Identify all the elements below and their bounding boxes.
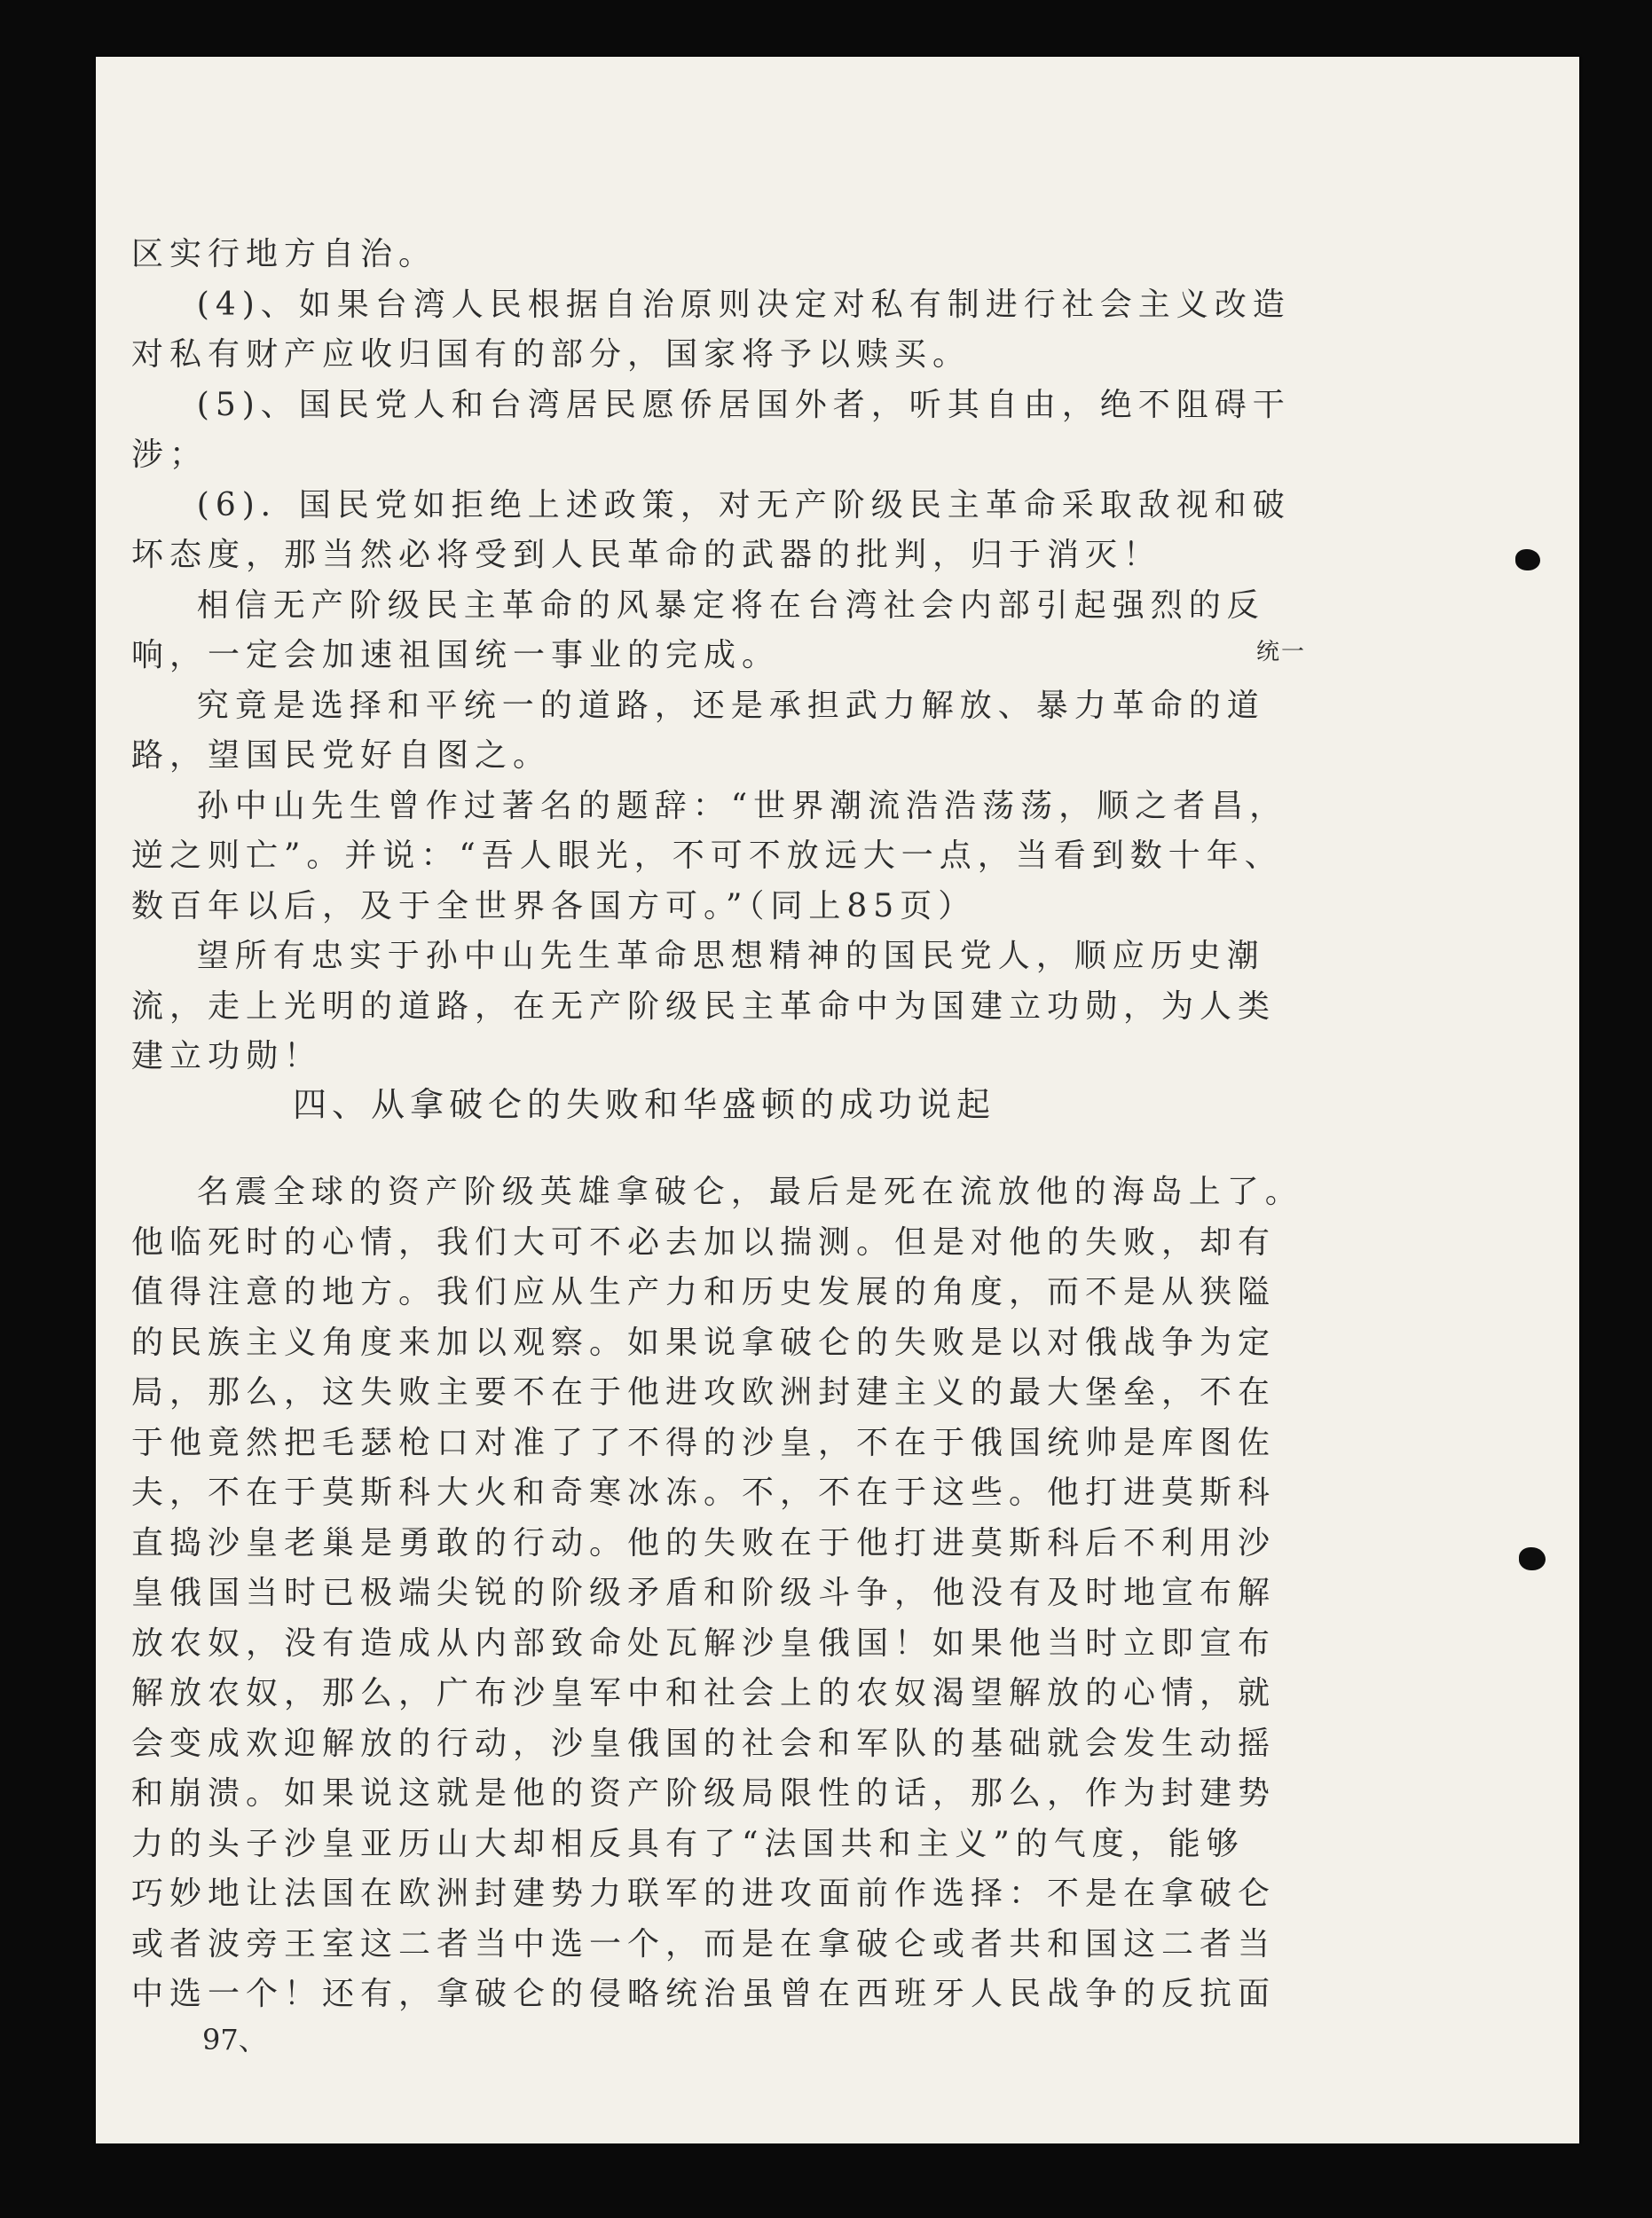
text-line: 望所有忠实于孙中山先生革命思想精神的国民党人，顺应历史潮	[131, 938, 1265, 974]
text-line: 力的头子沙皇亚历山大却相反具有了“法国共和主义”的气度，能够	[131, 1825, 1245, 1862]
punch-hole-top	[1515, 549, 1540, 570]
text-line: 或者波旁王室这二者当中选一个，而是在拿破仑或者共和国这二者当	[131, 1925, 1277, 1962]
text-line: 名震全球的资产阶级英雄拿破仑，最后是死在流放他的海岛上了。	[131, 1174, 1303, 1210]
text-line: 孙中山先生曾作过著名的题辞：“世界潮流浩浩荡荡，顺之者昌，	[131, 787, 1288, 824]
text-line: (4)、如果台湾人民根据自治原则决定对私有制进行社会主义改造	[131, 286, 1291, 323]
text-line: 响，一定会加速祖国统一事业的完成。	[131, 637, 781, 673]
text-line: (6)．国民党如拒绝上述政策，对无产阶级民主革命采取敌视和破	[131, 486, 1291, 523]
text-line: 流，走上光明的道路，在无产阶级民主革命中为国建立功勋，为人类	[131, 987, 1277, 1025]
text-line: (5)、国民党人和台湾居民愿侨居国外者，听其自由，绝不阻碍干	[131, 386, 1291, 423]
text-line: 和崩溃。如果说这就是他的资产阶级局限性的话，那么，作为封建势	[131, 1775, 1277, 1812]
text-line: 直捣沙皇老巢是勇敢的行动。他的失败在于他打进莫斯科后不利用沙	[131, 1524, 1277, 1561]
text-line: 数百年以后，及于全世界各国方可。”（同上85页）	[131, 887, 977, 924]
punch-hole-bottom	[1519, 1547, 1546, 1570]
text-line: 区实行地方自治。	[131, 236, 437, 272]
text-line: 巧妙地让法国在欧洲封建势力联军的进攻面前作选择：不是在拿破仑	[131, 1876, 1277, 1912]
text-line: 皇俄国当时已极端尖锐的阶级矛盾和阶级斗争，他没有及时地宣布解	[131, 1575, 1277, 1611]
text-line: 放农奴，没有造成从内部致命处瓦解沙皇俄国！如果他当时立即宣布	[131, 1624, 1277, 1662]
text-line: 逆之则亡”。并说：“吾人眼光，不可不放远大一点，当看到数十年、	[131, 838, 1283, 874]
section-heading: 四、从拿破仑的失败和华盛顿的成功说起	[293, 1085, 996, 1124]
text-line: 解放农奴，那么，广布沙皇军中和社会上的农奴渴望解放的心情，就	[131, 1675, 1277, 1711]
text-line: 相信无产阶级民主革命的风暴定将在台湾社会内部引起强烈的反	[131, 586, 1265, 624]
text-line: 建立功勋！	[131, 1038, 323, 1074]
page-number: 97、	[202, 2023, 267, 2057]
text-line: 值得注意的地方。我们应从生产力和历史发展的角度，而不是从狭隘	[131, 1274, 1277, 1310]
text-line: 中选一个！还有，拿破仑的侵略统治虽曾在西班牙人民战争的反抗面	[131, 1976, 1277, 2012]
text-line: 他临死时的心情，我们大可不必去加以揣测。但是对他的失败，却有	[131, 1223, 1277, 1261]
text-line: 于他竟然把毛瑟枪口对准了了不得的沙皇，不在于俄国统帅是库图佐	[131, 1424, 1277, 1461]
text-line: 对私有财产应收归国有的部分，国家将予以赎买。	[131, 336, 972, 373]
text-line: 究竟是选择和平统一的道路，还是承担武力解放、暴力革命的道	[131, 687, 1265, 724]
text-line: 会变成欢迎解放的行动，沙皇俄国的社会和军队的基础就会发生动摇	[131, 1725, 1277, 1762]
document-page	[96, 57, 1579, 2143]
text-line: 局，那么，这失败主要不在于他进攻欧洲封建主义的最大堡垒，不在	[131, 1374, 1277, 1411]
text-line: 路，望国民党好自图之。	[131, 737, 552, 774]
text-line: 夫，不在于莫斯科大火和奇寒冰冻。不，不在于这些。他打进莫斯科	[131, 1475, 1277, 1511]
text-line: 的民族主义角度来加以观察。如果说拿破仑的失败是以对俄战争为定	[131, 1324, 1277, 1361]
text-line: 涉；	[131, 437, 208, 473]
text-line: 坏态度，那当然必将受到人民革命的武器的批判，归于消灭！	[131, 537, 1162, 573]
margin-annotation: 统一	[1256, 639, 1307, 665]
